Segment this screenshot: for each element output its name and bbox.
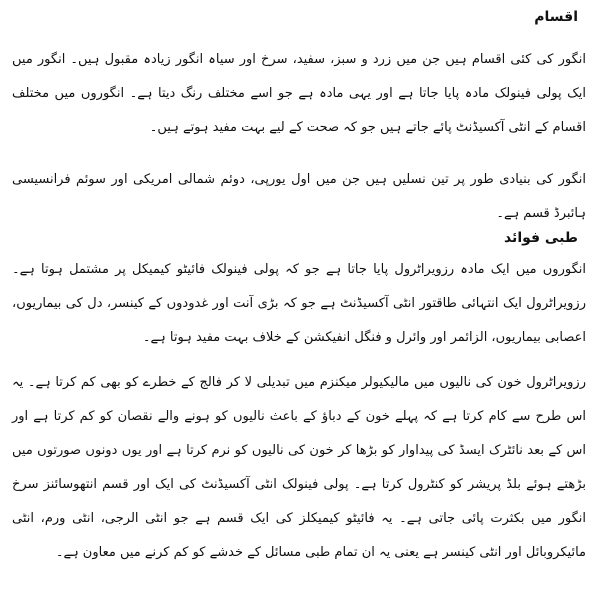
paragraph-benefits-1: انگوروں میں ایک مادہ رزویراٹرول پایا جاتا ہے جو کہ پولی فینولک فائیٹو کیمیکل پر مشتمل ہوتا ہے۔ رزویراٹرول ایک انتہائی طاقتور انٹی آکسیڈنٹ ہے جو کہ بڑی آنت اور غدودوں کے کینسر، دل کی بیماریوں، اعصابی بیماریوں، الزائمر اور وائرل و فنگل انفیکشن کے خلاف بہت مفید ہوتا ہے۔ (12, 262, 586, 345)
section-heading-benefits: طبی فوائد (503, 230, 578, 246)
paragraph-types-1: انگور کی کئی اقسام ہیں جن میں زرد و سبز، سفید، سرخ اور سیاہ انگور زیادہ مقبول ہیں۔ انگور میں ایک پولی فینولک مادہ پایا جاتا ہے اور یہی مادہ ہے جو اسے مختلف رنگ دیتا ہے۔ انگوروں میں مختلف اقسام کے انٹی آکسیڈنٹ پائے جاتے ہیں جو کہ صحت کے لیے بہت مفید ہوتے ہیں۔ (12, 52, 586, 135)
section-heading-types: اقسام (534, 9, 578, 25)
paragraph-types-2: انگور کی بنیادی طور پر تین نسلیں ہیں جن میں اول یورپی، دوئم شمالی امریکی اور سوئم فرانسیسی ہائبرڈ قسم ہے۔ (12, 172, 586, 221)
paragraph-benefits-2: رزویراٹرول خون کی نالیوں میں مالیکیولر میکنزم میں تبدیلی لا کر فالج کے خطرے کو بھی کم کرتا ہے۔ یہ اس طرح سے کام کرتا ہے کہ پہلے خون کے دباؤ کے باعث نالیوں کو ہونے والے نقصان کو کم کرتا ہے اور اس کے بعد نائٹرک ایسڈ کی پیداوار کو بڑھا کر خون کی نالیوں کو نرم کرتا ہے اور یوں دونوں صورتوں میں بڑھتے ہوئے بلڈ پریشر کو کنٹرول کرتا ہے۔ پولی فینولک انٹی آکسیڈنٹ کی ایک اور قسم انتھوسائنز سرخ انگور میں بکثرت پائی جاتی ہے۔ یہ فائیٹو کیمیکلز کی ایک قسم ہے جو انٹی الرجی، انٹی ورم، انٹی مائیکروبائل اور انٹی کینسر ہے یعنی یہ ان تمام طبی مسائل کے خدشے کو کم کرنے میں معاون ہے۔ (12, 375, 586, 560)
